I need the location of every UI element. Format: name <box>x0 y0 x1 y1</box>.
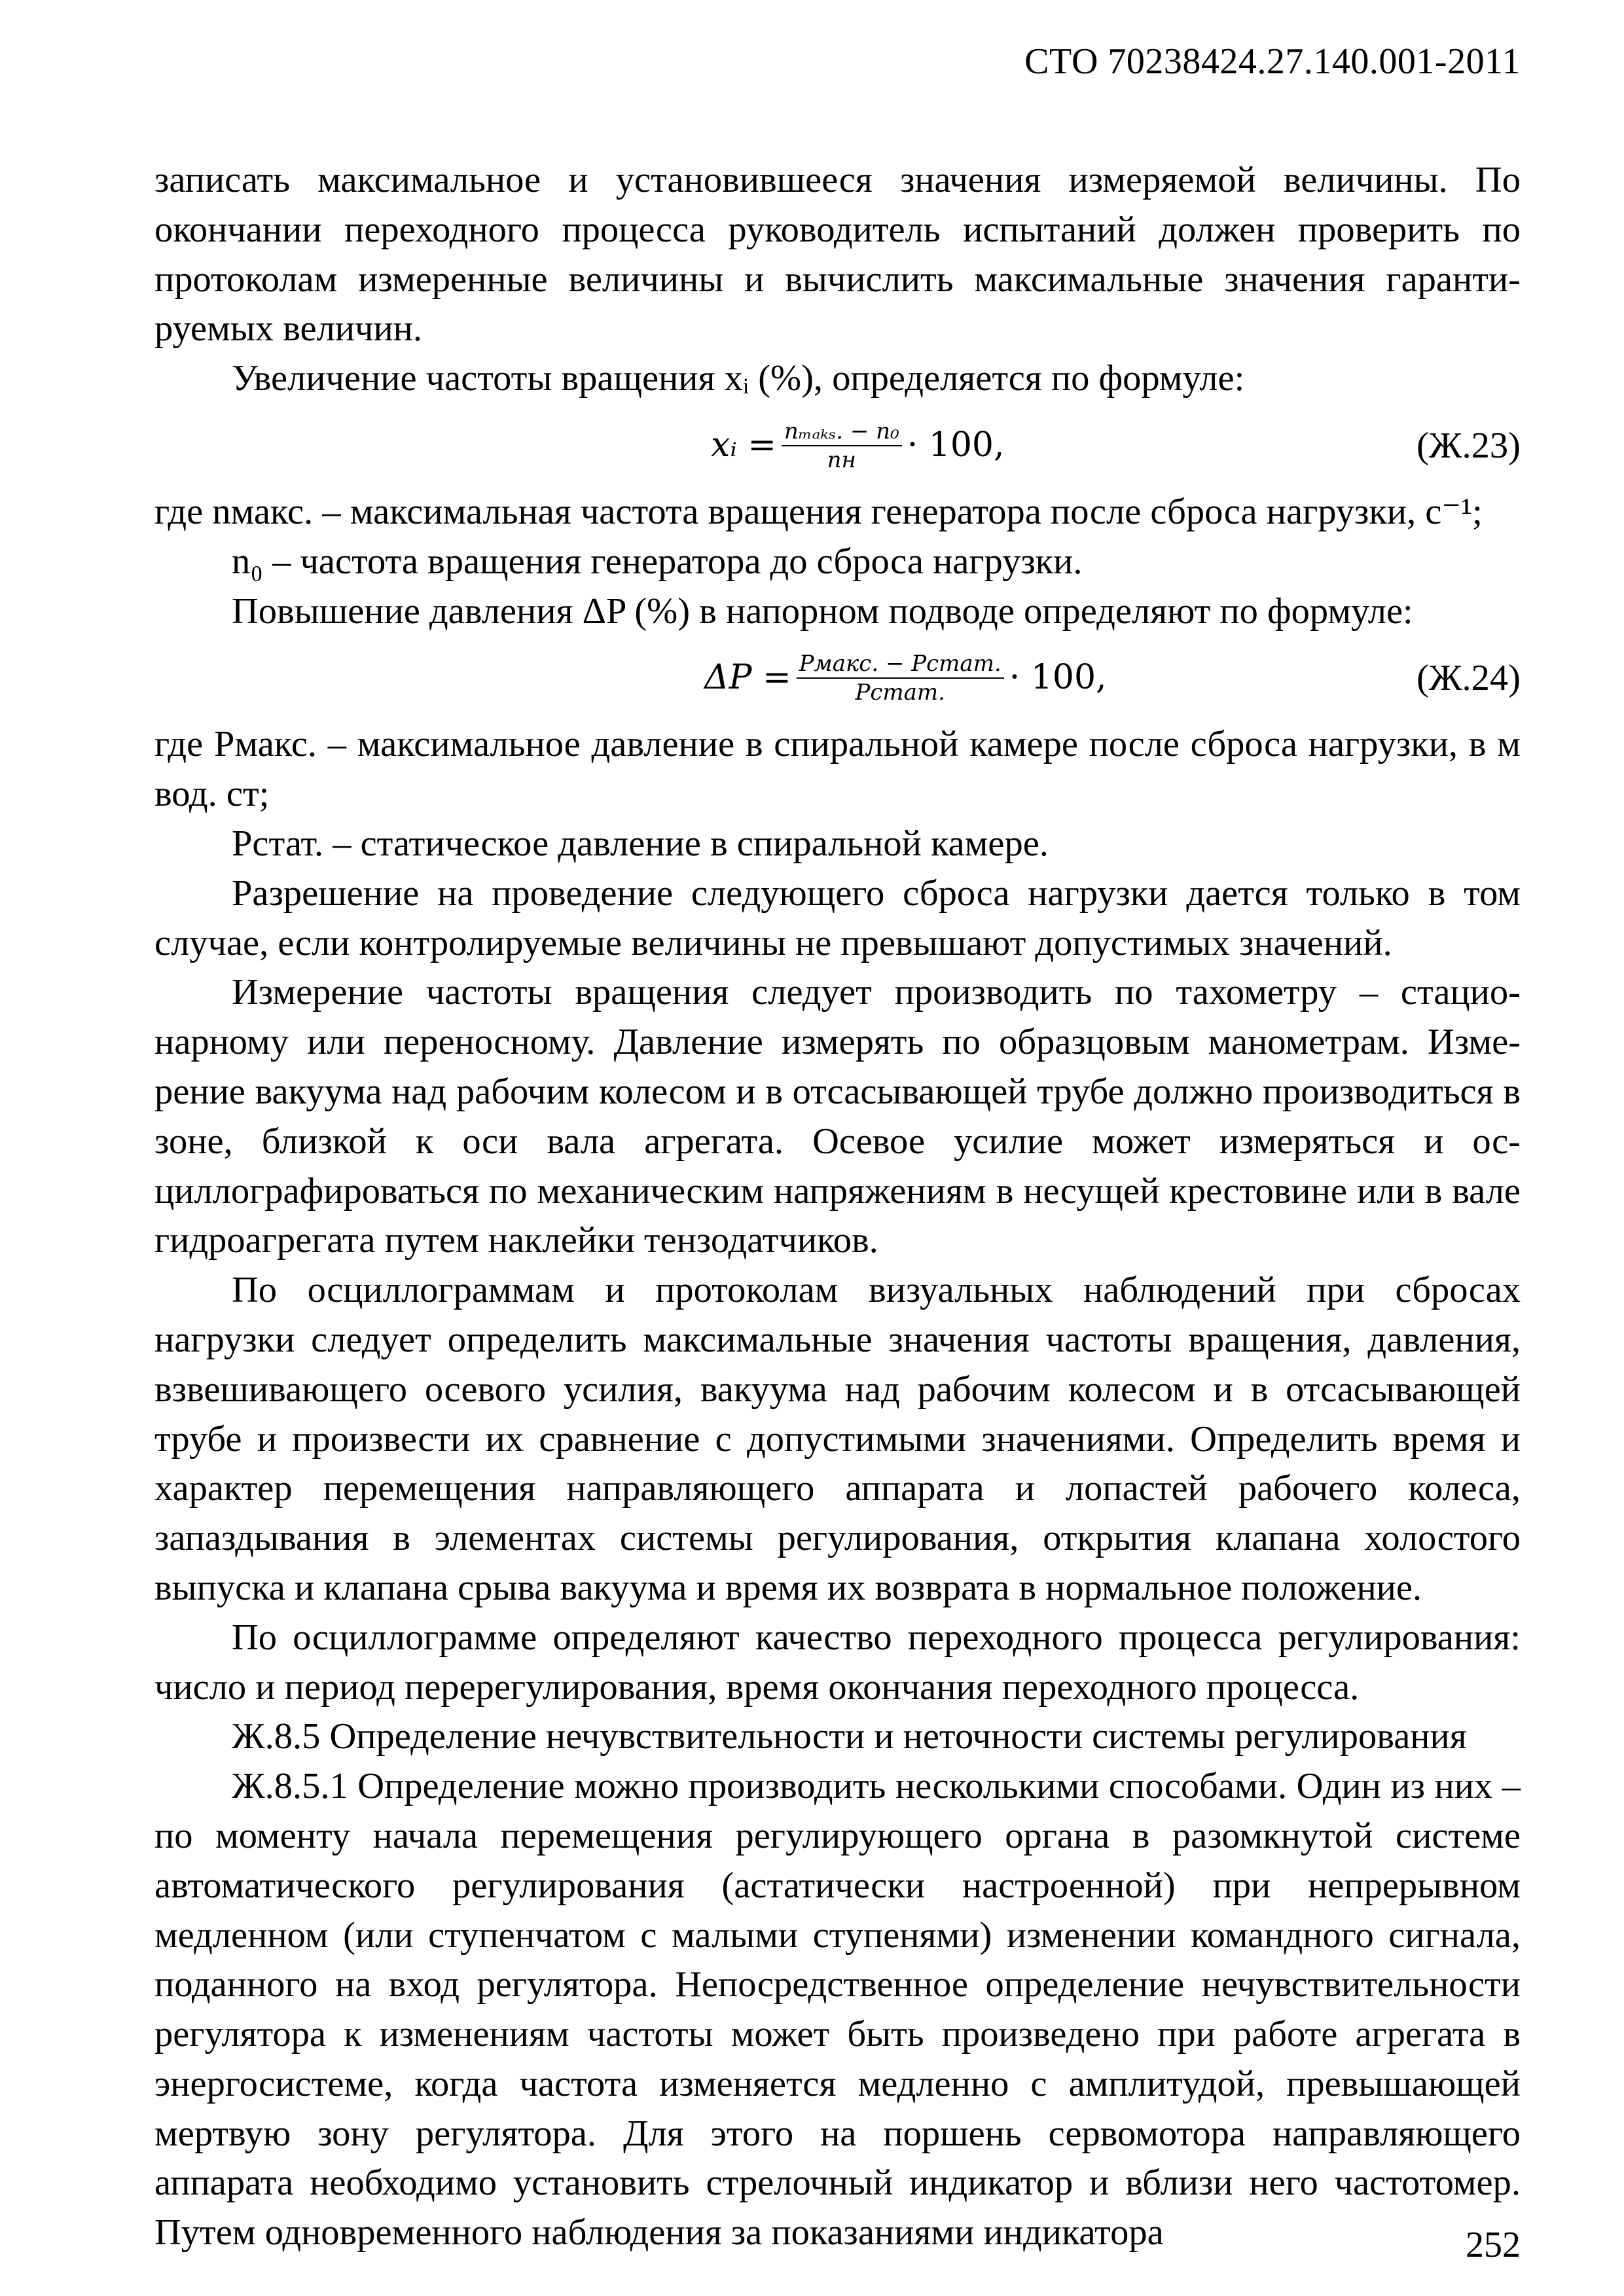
formula-zh24-fraction <box>797 650 1004 706</box>
formula-zh23-lhs: xᵢ = <box>711 425 776 465</box>
paragraph-7: По осциллограмме определяют качество переходного процесса регулирования: число и период перерегулирования, время окончания переходного процесса. <box>154 1617 1521 1708</box>
formula-zh23-expression <box>711 404 1005 488</box>
paragraph-formula-intro-2: Повышение давления ΔP (%) в напорном подводе определяют по формуле: <box>232 590 1413 632</box>
formula-zh24 <box>154 636 1521 720</box>
formula-zh24-denominator: Pстат. <box>855 679 945 706</box>
where-n-max: где nмакс. – максимальная частота вращения генератора после сброса нагрузки, с⁻¹; <box>154 491 1483 532</box>
where-p-stat: Pстат. – статическое давление в спиральной камере. <box>232 823 1049 864</box>
formula-zh23 <box>154 404 1521 488</box>
formula-zh24-tail: · 100, <box>1009 658 1107 698</box>
formula-zh23-denominator: nн <box>827 446 856 473</box>
document-code-header: СТО 70238424.27.140.001-2011 <box>1024 41 1521 82</box>
formula-zh24-numerator: Pмакс. − Pстат. <box>797 650 1004 679</box>
page-number: 252 <box>1466 2225 1521 2265</box>
paragraph-formula-intro-1: Увеличение частоты вращения xᵢ (%), определяется по формуле: <box>232 358 1245 399</box>
paragraph-zh-8-5-1: Ж.8.5.1 Определение можно производить несколькими способами. Один из них – по моменту начала перемещения регулирующего органа в разомкнутой системе автоматического регулирования (астатически настроенной) при непрерывном медленном (или ступенчатом с малыми ступенями) изменении командного сигнала, поданного на вход регулятора. Непосредственное определение нечувствительности регулятора к изменениям частоты может быть произведено при работе агрегата в энергосистеме, когда частота изменяется медленно с амплитудой, превышающей мертвую зону регулятора. Для этого на поршень сервомотора направляющего аппарата необходимо установить стрелочный индикатор и вблизи него частотомер. Путем одновременного наблюдения за показаниями индикатора <box>154 1766 1521 2253</box>
formula-zh24-lhs: ΔP = <box>704 658 791 698</box>
formula-zh24-expression <box>704 636 1107 720</box>
where-p-max: где Pмакс. – максимальное давление в спиральной камере после сброса нагрузки, в м вод. ст; <box>154 724 1521 815</box>
section-heading-zh-8-5: Ж.8.5 Определение нечувствительности и неточности системы регулирования <box>232 1716 1467 1757</box>
formula-zh24-number: (Ж.24) <box>1416 658 1521 699</box>
formula-zh23-tail: · 100, <box>907 425 1005 465</box>
paragraph-5: Измерение частоты вращения следует производить по тахометру – стационарному или переносному. Давление измерять по образцовым манометрам. Измерение вакуума над рабочим колесом и в отсасывающей трубе должно производиться в зоне, близкой к оси вала агрегата. Осевое усилие может измеряться и осциллографироваться по механическим напряжениям в несущей крестовине или в вале гидроагрегата путем наклейки тензодатчиков. <box>154 972 1521 1261</box>
formula-zh23-numerator: nₘₐₖₛ. − n₀ <box>782 418 902 446</box>
formula-zh23-fraction <box>782 418 902 474</box>
paragraph-4: Разрешение на проведение следующего сброса нагрузки дается только в том случае, если контролируемые величины не превышают допустимых значений. <box>154 872 1521 963</box>
document-body <box>154 156 1521 2258</box>
paragraph-6: По осциллограммам и протоколам визуальных наблюдений при сбросах нагрузки следует определить максимальные значения частоты вращения, давления, взвешивающего осевого усилия, вакуума над рабочим колесом и в отсасывающей трубе и произвести их сравнение с допустимыми значениями. Определить время и характер перемещения направляющего аппарата и лопастей рабочего колеса, запаздывания в элементах системы регулирования, открытия клапана холостого выпуска и клапана срыва вакуума и время их возврата в нормальное положение. <box>154 1270 1521 1608</box>
paragraph-1: записать максимальное и установившееся значения измеряемой величины. По окончании переходного процесса руководитель испытаний должен проверить по протоколам измеренные величины и вычислить максимальные значения гарантируемых величин. <box>154 160 1521 350</box>
where-n-zero: n₀ – частота вращения генератора до сброса нагрузки. <box>232 541 1083 582</box>
formula-zh23-number: (Ж.23) <box>1416 425 1521 466</box>
